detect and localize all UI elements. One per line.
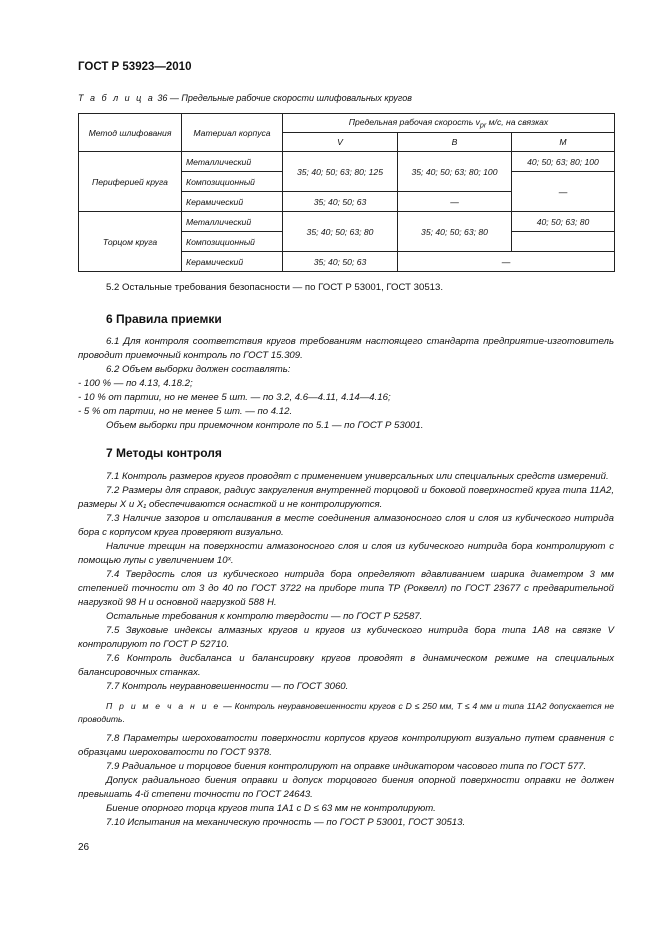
header-bond-m: M (512, 133, 615, 152)
section-heading: 6 Правила приемки (106, 312, 222, 326)
header-speed-unit: м/с, на связках (486, 116, 549, 127)
cell-value: — (398, 192, 512, 212)
note (78, 700, 614, 726)
cell-value: — (512, 172, 615, 212)
paragraph: Объем выборки при приемочном контроле по 5.1 — по ГОСТ Р 53001. (106, 420, 424, 431)
header-bond-b: B (398, 133, 512, 152)
note-label: П р и м е ч а н и е (106, 701, 221, 711)
section-6-heading (78, 312, 614, 326)
paragraph: 7.4 Твердость слоя из кубического нитрида бора определяют вдавливанием шарика диаметром 3 мм степенией точности от 3 до 40 по ГОСТ 3722 на приборе типа ТР (Роквелл) по ГОСТ 23677 с предварительной нагрузкой 98 Н и основной нагрузкой 588 Н. (78, 569, 614, 608)
cell-material: Керамический (182, 252, 283, 272)
paragraph: 7.9 Радиальное и торцовое биения контролируют на оправке индикатором часового типа по ГОСТ 577. (106, 761, 587, 772)
section-5-2 (78, 281, 614, 295)
paragraph: 6.1 Для контроля соответствия кругов требованиям настоящего стандарта предприятие-изготовитель проводит приемочный контроль по ГОСТ 15.309. (78, 336, 614, 361)
paragraph: 7.6 Контроль дисбаланса и балансировку кругов проводят в динамическом режиме на специальных балансировочных станках. (78, 653, 614, 678)
cell-material: Металлический (182, 152, 283, 172)
list-item: - 5 % от партии, но не менее 5 шт. — по 4.12. (78, 406, 293, 417)
cell-value: 40; 50; 63; 80 (512, 212, 615, 232)
header-speed-sub: pr (479, 121, 487, 130)
paragraph: Допуск радиального биения оправки и допуск торцового биения опорной поверхности оправки не должен превышать 4-й степени точности по ГОСТ 24643. (78, 775, 614, 800)
page-number: 26 (78, 842, 90, 853)
header-bond-v: V (283, 133, 398, 152)
paragraph: 5.2 Остальные требования безопасности — по ГОСТ Р 53001, ГОСТ 30513. (106, 282, 443, 293)
list-item: - 100 % — по 4.13, 4.18.2; (78, 378, 193, 389)
speed-table (78, 113, 615, 272)
cell-value: — (398, 252, 615, 272)
paragraph: 7.7 Контроль неуравновешенности — по ГОСТ 3060. (106, 681, 349, 692)
paragraph: 7.2 Размеры для справок, радиус закругления внутренней торцовой и боковой поверхностей круга типа 11А2, размеры X и X₁ обеспечиваются оснасткой и не контролируются. (78, 485, 614, 510)
cell-material: Металлический (182, 212, 283, 232)
paragraph: 7.3 Наличие зазоров и отслаивания в месте соединения алмазоносного слоя и слоя из кубического нитрида бора с корпусом круга проверяют визуально. (78, 513, 614, 538)
cell-value: 40; 50; 63; 80; 100 (512, 152, 615, 172)
header-material: Материал корпуса (182, 114, 283, 152)
paragraph: 7.1 Контроль размеров кругов проводят с применением универсальных или специальных средств измерений. (106, 471, 609, 482)
document-id: ГОСТ Р 53923—2010 (78, 61, 192, 73)
cell-value: 35; 40; 50; 63; 80; 100 (398, 152, 512, 192)
table-caption-text: 36 — Предельные рабочие скорости шлифовальных кругов (157, 93, 412, 103)
cell-method-periphery: Периферией круга (79, 152, 182, 212)
paragraph: Остальные требования к контролю твердости — по ГОСТ Р 52587. (106, 611, 423, 622)
paragraph: 6.2 Объем выборки должен составлять: (106, 364, 291, 375)
section-7-body (78, 470, 614, 830)
cell-value: 35; 40; 50; 63; 80 (398, 212, 512, 252)
section-6-body (78, 335, 614, 433)
cell-method-face: Торцом круга (79, 212, 182, 272)
cell-material: Керамический (182, 192, 283, 212)
paragraph: Наличие трещин на поверхности алмазоносного слоя и слоя из кубического нитрида бора контролируют с помощью лупы с увеличением 10ˣ. (78, 541, 614, 566)
header-speed-text: Предельная рабочая скорость v (348, 116, 480, 127)
header-method: Метод шлифования (79, 114, 182, 152)
paragraph: 7.8 Параметры шероховатости поверхности корпусов кругов контролируют визуально путем сравнения с образцами шероховатости по ГОСТ 9378. (78, 733, 614, 758)
cell-material: Композиционный (182, 232, 283, 252)
list-item: - 10 % от партии, но не менее 5 шт. — по 3.2, 4.6—4.11, 4.14—4.16; (78, 392, 391, 403)
cell-value: 35; 40; 50; 63 (283, 192, 398, 212)
header-speed (283, 114, 615, 133)
paragraph: 7.5 Звуковые индексы алмазных кругов и кругов из кубического нитрида бора типа 1А8 на связке V контролируют по ГОСТ Р 52710. (78, 625, 614, 650)
cell-material: Композиционный (182, 172, 283, 192)
cell-value: 35; 40; 50; 63; 80; 125 (283, 152, 398, 192)
table-caption-label: Т а б л и ц а (78, 93, 155, 103)
paragraph: 7.10 Испытания на механическую прочность — по ГОСТ Р 53001, ГОСТ 30513. (106, 817, 466, 828)
paragraph: Биение опорного торца кругов типа 1А1 с D ≤ 63 мм не контролируют. (106, 803, 436, 814)
cell-value: 35; 40; 50; 63; 80 (283, 212, 398, 252)
table-caption (78, 93, 412, 103)
section-heading: 7 Методы контроля (106, 446, 222, 460)
cell-value (512, 232, 615, 252)
cell-value: 35; 40; 50; 63 (283, 252, 398, 272)
section-7-heading (78, 446, 614, 460)
note-text: — Контроль неуравновешенности кругов с D ≤ 250 мм, T ≤ 4 мм и типа 11А2 допускается не проводить. (78, 701, 614, 724)
